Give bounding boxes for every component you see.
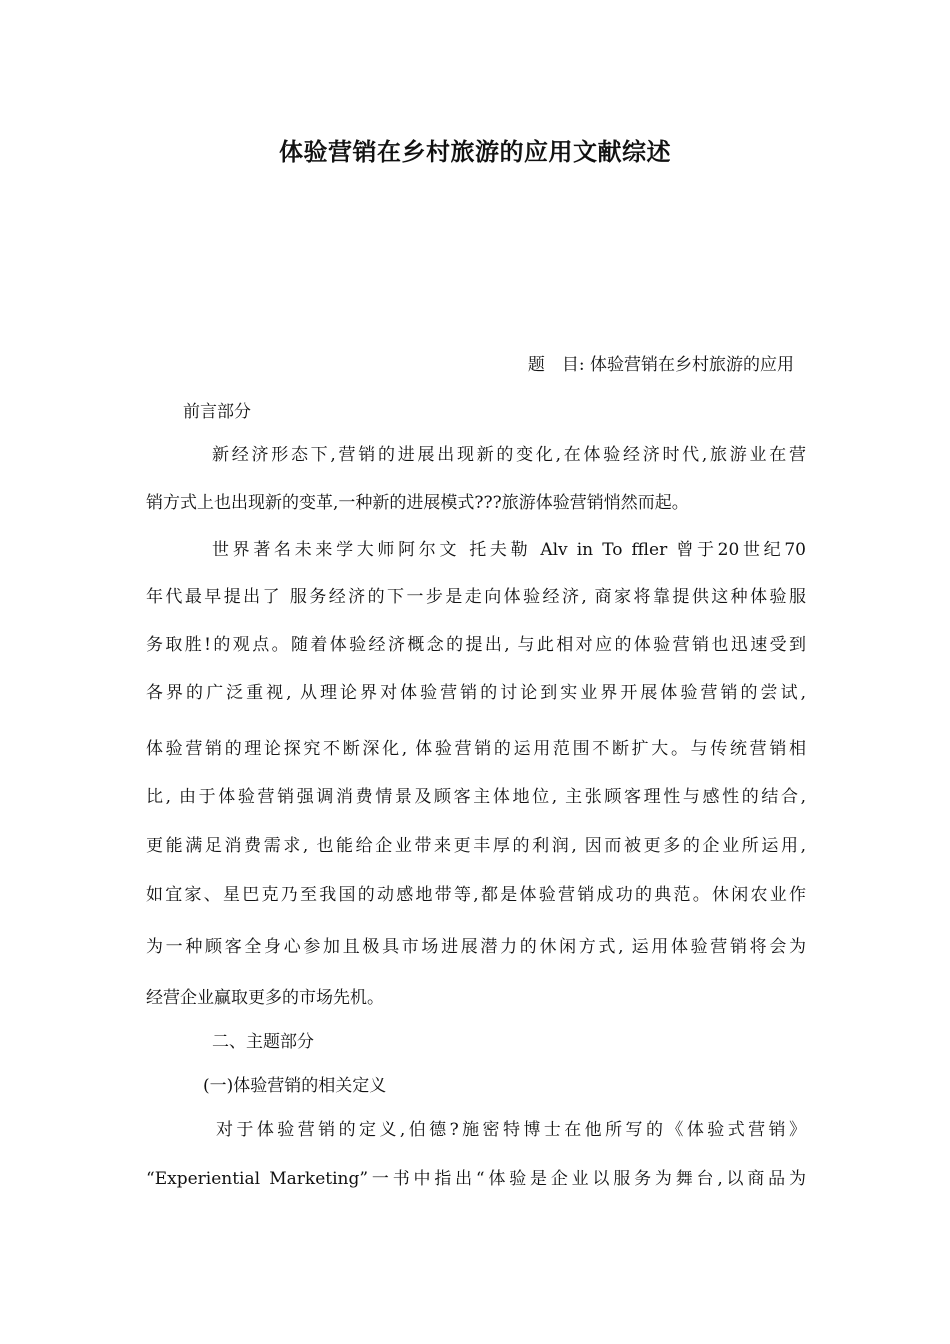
paragraph-line: “Experiential Marketing”一书中指出“体验是企业以服务为舞台,以商品为: [146, 1169, 806, 1189]
paragraph-line: 务取胜!的观点。随着体验经济概念的提出, 与此相对应的体验营销也迅速受到: [146, 635, 806, 655]
paragraph-line: 各界的广泛重视, 从理论界对体验营销的讨论到实业界开展体验营销的尝试,: [146, 683, 806, 703]
subsection-heading: (一)体验营销的相关定义: [203, 1076, 387, 1096]
paragraph-line: 经营企业赢取更多的市场先机。: [146, 988, 384, 1008]
document-title: 体验营销在乡村旅游的应用文献综述: [279, 137, 671, 166]
paragraph-line: 新经济形态下,营销的进展出现新的变化,在体验经济时代,旅游业在营: [212, 445, 806, 465]
paragraph-line: 销方式上也出现新的变革,一种新的进展模式???旅游体验营销悄然而起。: [146, 493, 689, 513]
paragraph-line: 年代最早提出了 服务经济的下一步是走向体验经济, 商家将靠提供这种体验服: [146, 587, 806, 607]
topic-line: 题 目: 体验营销在乡村旅游的应用: [527, 355, 794, 375]
paragraph-line: 体验营销的理论探究不断深化, 体验营销的运用范围不断扩大。与传统营销相: [146, 739, 806, 759]
section-heading: 二、主题部分: [212, 1032, 314, 1052]
paragraph-line: 如宜家、星巴克乃至我国的动感地带等,都是体验营销成功的典范。休闲农业作: [146, 885, 806, 905]
paragraph-line: 比, 由于体验营销强调消费情景及顾客主体地位, 主张顾客理性与感性的结合,: [146, 787, 806, 807]
paragraph-line: 为一种顾客全身心参加且极具市场进展潜力的休闲方式, 运用体验营销将会为: [146, 937, 806, 957]
paragraph-line: 世界著名未来学大师阿尔文 托夫勒 Alv in To ffler 曾于20世纪70: [212, 540, 806, 560]
preface-heading: 前言部分: [183, 402, 251, 422]
paragraph-line: 对于体验营销的定义,伯德?施密特博士在他所写的《体验式营销》: [216, 1120, 806, 1140]
paragraph-line: 更能满足消费需求, 也能给企业带来更丰厚的利润, 因而被更多的企业所运用,: [146, 836, 806, 856]
